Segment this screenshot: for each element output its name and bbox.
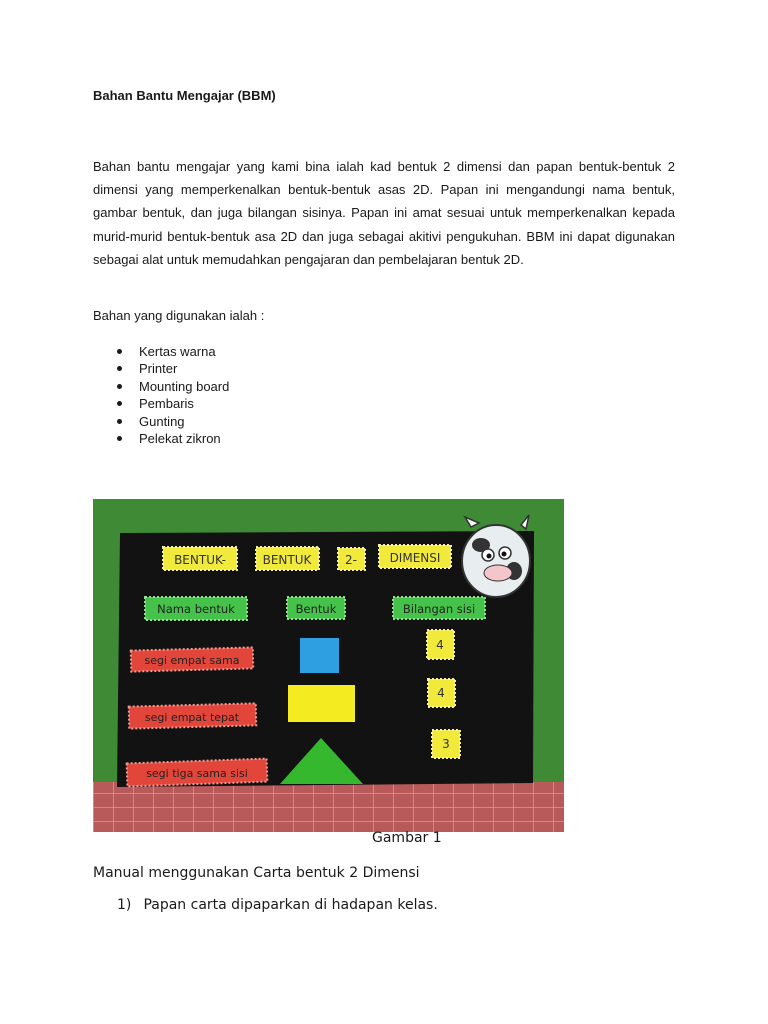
svg-text:4: 4 — [436, 638, 444, 652]
list-item: Pembaris — [93, 395, 229, 412]
header-card — [145, 597, 247, 620]
list-item: Pelekat zikron — [93, 430, 229, 447]
svg-text:DIMENSI: DIMENSI — [389, 551, 441, 565]
title-card — [338, 548, 365, 570]
list-item: Gunting — [93, 413, 229, 430]
svg-text:Nama bentuk: Nama bentuk — [157, 602, 235, 616]
document-heading: Bahan Bantu Mengajar (BBM) — [93, 88, 276, 103]
tiled-table — [93, 782, 564, 832]
svg-text:Bilangan sisi: Bilangan sisi — [402, 602, 476, 616]
materials-intro: Bahan yang digunakan ialah : — [93, 308, 265, 323]
svg-text:BENTUK-: BENTUK- — [174, 553, 226, 567]
list-item: Printer — [93, 360, 229, 377]
title-card — [163, 547, 237, 570]
svg-text:Bentuk: Bentuk — [295, 602, 337, 616]
board-photo — [93, 499, 564, 832]
step-text: Papan carta dipaparkan di hadapan kelas. — [143, 897, 438, 913]
svg-text:4: 4 — [437, 686, 445, 700]
list-item: Mounting board — [93, 378, 229, 395]
svg-text:segi empat sama: segi empat sama — [144, 654, 240, 667]
svg-text:segi tiga sama sisi: segi tiga sama sisi — [146, 767, 248, 780]
description-paragraph: Bahan bantu mengajar yang kami bina ialah kad bentuk 2 dimensi dan papan bentuk-bentuk 2 dimensi yang memperkenalkan bentuk-bentuk asas 2D. Papan ini mengandungi nama bentuk, gambar bentuk, dan juga bilangan sisinya. Papan ini amat sesuai untuk memperkenalkan kepada murid-murid bentuk-bentuk asa 2D dan juga sebagai akitivi pengukuhan. BBM ini dapat digunakan sebagai alat untuk memudahkan pengajaran dan pembelajaran bentuk 2D. — [93, 159, 675, 267]
side-count-card — [427, 630, 454, 659]
shape-name-card — [127, 759, 268, 787]
figure-caption: Gambar 1 — [372, 830, 442, 846]
header-card — [287, 597, 345, 619]
title-card — [256, 547, 319, 570]
manual-title: Manual menggunakan Carta bentuk 2 Dimensi — [93, 865, 420, 881]
yellow-rectangle-shape — [288, 685, 355, 722]
materials-list — [93, 343, 229, 447]
side-count-card — [432, 730, 460, 758]
step-number: 1) — [117, 897, 132, 913]
title-card — [379, 545, 451, 568]
svg-text:2-: 2- — [345, 553, 357, 567]
shape-name-card — [129, 703, 257, 728]
svg-text:BENTUK: BENTUK — [262, 553, 312, 567]
svg-text:segi empat tepat: segi empat tepat — [144, 711, 240, 724]
header-card — [393, 597, 485, 619]
blue-square-shape — [300, 638, 339, 673]
side-count-card — [428, 679, 455, 707]
shape-name-card — [131, 647, 254, 671]
list-item: Kertas warna — [93, 343, 229, 360]
svg-text:3: 3 — [442, 737, 450, 751]
step-item — [117, 897, 438, 913]
